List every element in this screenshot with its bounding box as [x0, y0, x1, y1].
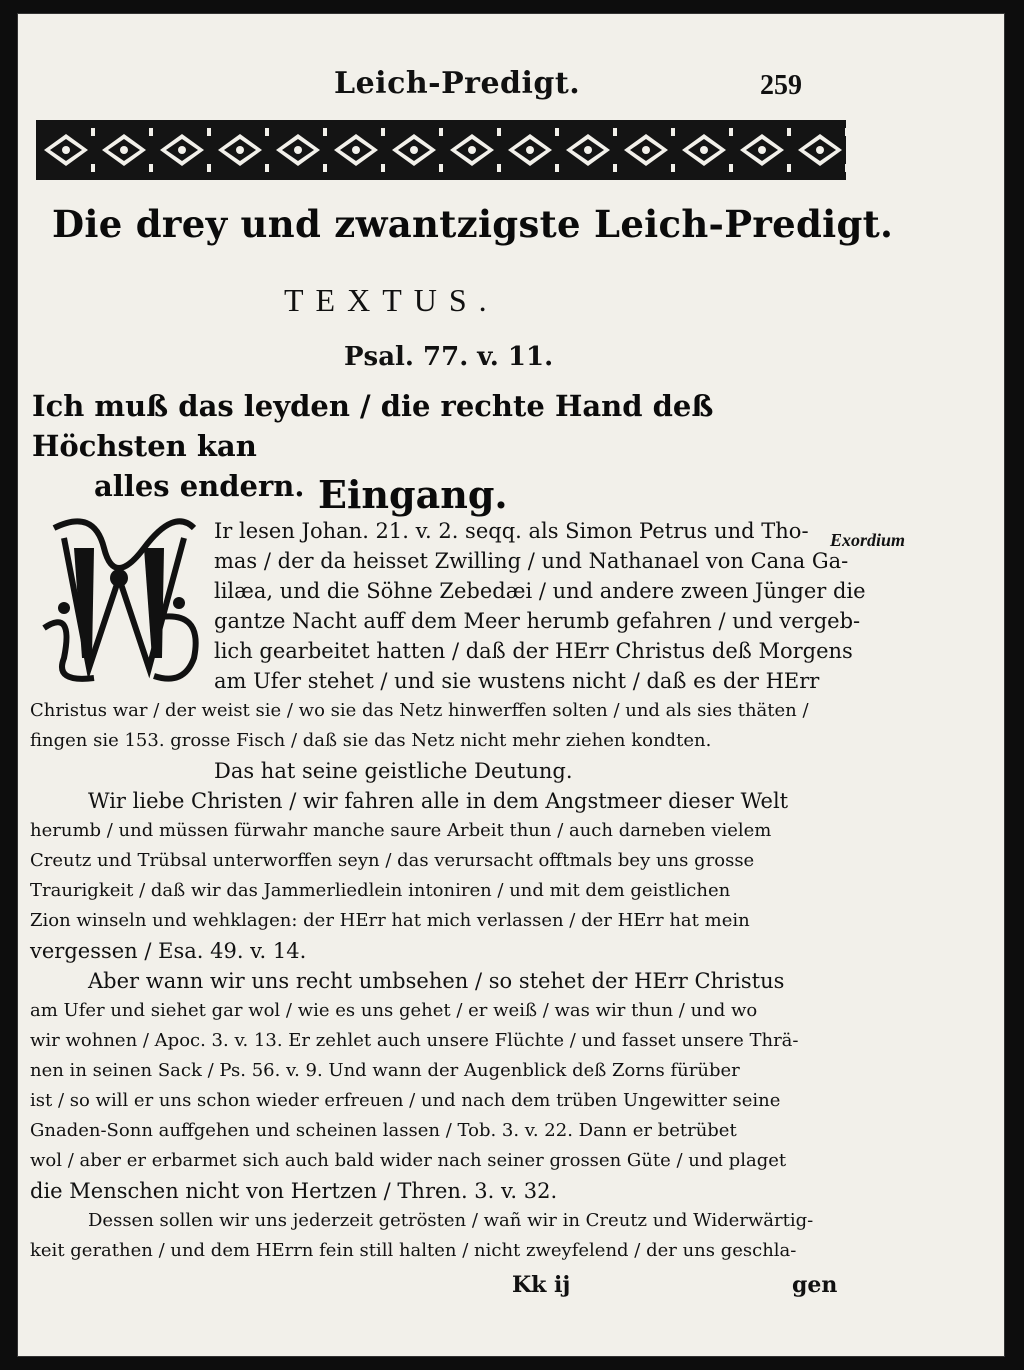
- body-line: herumb / und müssen fürwahr manche saure Arbeit thun / auch darneben vielem: [30, 820, 772, 841]
- body-line: Aber wann wir uns recht umbsehen / so stehet der HErr Christus: [88, 969, 785, 993]
- body-line: Traurigkeit / daß wir das Jammerliedlein intoniren / und mit dem geistlichen: [30, 880, 731, 901]
- body-line: die Menschen nicht von Hertzen / Thren. 3. v. 32.: [30, 1179, 558, 1203]
- body-line: gantze Nacht auff dem Meer herumb gefahren / und vergeb-: [214, 609, 861, 633]
- book-page: [18, 14, 1004, 1356]
- catchword: gen: [792, 1272, 838, 1298]
- psalm-reference: Psal. 77. v. 11.: [344, 342, 554, 372]
- body-line: Ir lesen Johan. 21. v. 2. seqq. als Simon Petrus und Tho-: [214, 519, 809, 543]
- body-line: keit gerathen / und dem HErrn fein still halten / nicht zweyfelend / der uns geschla-: [30, 1240, 797, 1261]
- body-line: Dessen sollen wir uns jederzeit getrösten / wañ wir in Creutz und Widerwärtig-: [88, 1210, 814, 1231]
- body-line: wir wohnen / Apoc. 3. v. 13. Er zehlet auch unsere Flüchte / und fasset unsere Thrä-: [30, 1030, 799, 1051]
- body-line: Zion winseln und wehklagen: der HErr hat mich verlassen / der HErr hat mein: [30, 910, 750, 931]
- body-line: vergessen / Esa. 49. v. 14.: [30, 939, 307, 963]
- verse-line: alles endern.: [94, 469, 305, 503]
- body-line: lich gearbeitet hatten / daß der HErr Christus deß Morgens: [214, 639, 853, 663]
- body-line: Christus war / der weist sie / wo sie das Netz hinwerffen solten / und als sies thäten /: [30, 700, 809, 721]
- body-line: mas / der da heisset Zwilling / und Nathanael von Cana Ga-: [214, 549, 849, 573]
- section-heading: Eingang.: [318, 472, 508, 517]
- body-line: Wir liebe Christen / wir fahren alle in dem Angstmeer dieser Welt: [88, 789, 789, 813]
- margin-note: Exordium: [830, 530, 906, 550]
- running-head: [18, 66, 1004, 106]
- body-line: lilæa, und die Söhne Zebedæi / und andere zween Jünger die: [214, 579, 866, 603]
- chapter-title: Die drey und zwantzigste Leich-Predigt.: [52, 202, 894, 246]
- ornamental-border: [36, 120, 846, 180]
- page-number: 259: [760, 70, 802, 101]
- body-line: am Ufer stehet / und sie wustens nicht / daß es der HErr: [214, 669, 820, 693]
- verse-line: Ich muß das leyden / die rechte Hand deß Höchsten kan: [32, 389, 714, 463]
- body-line: fingen sie 153. grosse Fisch / daß sie das Netz nicht mehr ziehen kondten.: [30, 730, 712, 751]
- signature-mark: Kk ij: [512, 1272, 571, 1298]
- body-line: wol / aber er erbarmet sich auch bald wider nach seiner grossen Güte / und plaget: [30, 1150, 787, 1171]
- body-line: ist / so will er uns schon wieder erfreuen / und nach dem trüben Ungewitter seine: [30, 1090, 781, 1111]
- body-line: Gnaden-Sonn auffgehen und scheinen lassen / Tob. 3. v. 22. Dann er betrübet: [30, 1120, 737, 1141]
- body-line: Das hat seine geistliche Deutung.: [214, 759, 573, 783]
- decorated-initial-w: [34, 508, 210, 688]
- running-title: Leich-Predigt.: [334, 66, 581, 101]
- body-line: nen in seinen Sack / Ps. 56. v. 9. Und wann der Augenblick deß Zorns fürüber: [30, 1060, 740, 1081]
- body-line: am Ufer und siehet gar wol / wie es uns gehet / er weiß / was wir thun / und wo: [30, 1000, 758, 1021]
- textus-label: TEXTUS.: [284, 282, 499, 318]
- body-line: Creutz und Trübsal unterworffen seyn / das verursacht offtmals bey uns grosse: [30, 850, 755, 871]
